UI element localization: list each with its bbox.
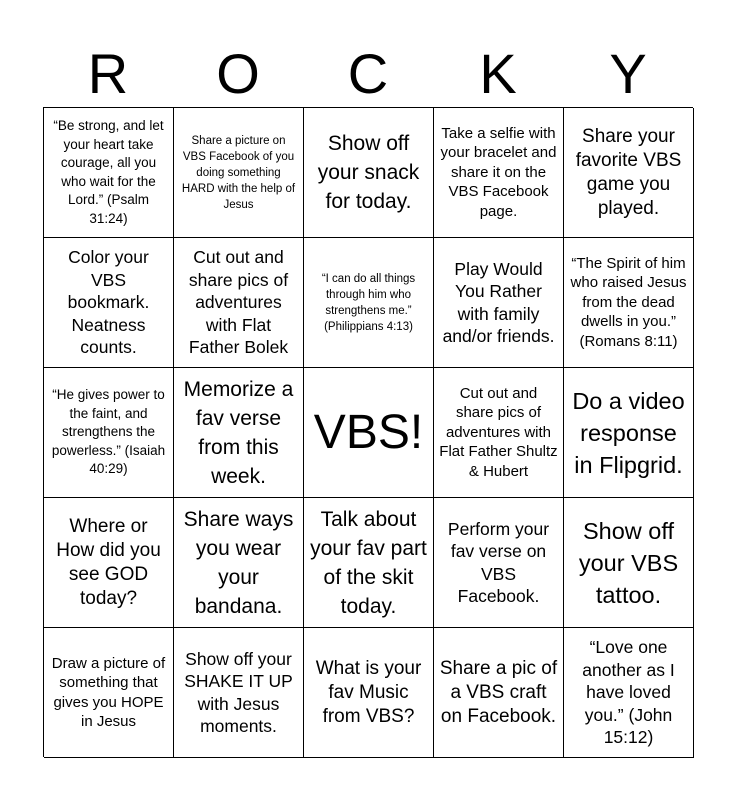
bingo-cell-r5c5 <box>564 628 694 758</box>
bingo-cell-free-space <box>304 368 434 498</box>
bingo-cell-r1c4 <box>434 108 564 238</box>
bingo-cell-r3c2 <box>174 368 304 498</box>
bingo-cell-text: Show off your SHAKE IT UP with Jesus moments. <box>184 648 293 736</box>
bingo-cell-text: “He gives power to the faint, and strengthens the powerless.” (Isaiah 40:29) <box>51 387 166 477</box>
header-letter-c: C <box>347 42 389 105</box>
bingo-cell-text: Color your VBS bookmark. Neatness counts. <box>67 247 150 358</box>
bingo-cell-r5c4 <box>434 628 564 758</box>
bingo-cell-r4c4 <box>434 498 564 628</box>
bingo-cell-text: “Be strong, and let your heart take courage, all you who wait for the Lord.” (Psalm 31:24) <box>53 118 164 226</box>
bingo-cell-text: Take a selfie with your bracelet and share it on the VBS Facebook page. <box>440 124 557 220</box>
bingo-cell-text: Where or How did you see GOD today? <box>56 515 161 609</box>
bingo-cell-text: Share ways you wear your bandana. <box>183 507 294 618</box>
bingo-header <box>43 40 693 108</box>
bingo-cell-text: Share a pic of a VBS craft on Facebook. <box>439 657 558 727</box>
bingo-cell-text: Share your favorite VBS game you played. <box>575 125 682 219</box>
bingo-cell-r5c3 <box>304 628 434 758</box>
bingo-cell-text: VBS! <box>313 405 424 459</box>
bingo-cell-text: Show off your snack for today. <box>317 132 420 213</box>
bingo-grid <box>43 107 693 757</box>
bingo-cell-r2c3 <box>304 238 434 368</box>
bingo-cell-text: Do a video response in Flipgrid. <box>572 387 685 478</box>
bingo-cell-r1c1 <box>44 108 174 238</box>
header-letter-k: K <box>479 42 517 105</box>
bingo-cell-r1c3 <box>304 108 434 238</box>
bingo-cell-text: “I can do all things through him who strengthens me.” (Philippians 4:13) <box>321 272 416 333</box>
bingo-cell-text: Talk about your fav part of the skit today. <box>310 507 427 618</box>
bingo-cell-r3c1 <box>44 368 174 498</box>
bingo-cell-text: “Love one another as I have loved you.” (John 15:12) <box>582 637 675 748</box>
bingo-cell-text: Play Would You Rather with family and/or friends. <box>442 258 555 346</box>
bingo-cell-text: Cut out and share pics of adventures with Flat Father Shultz & Hubert <box>439 384 558 480</box>
bingo-cell-r4c2 <box>174 498 304 628</box>
bingo-cell-r4c5 <box>564 498 694 628</box>
bingo-cell-text: Cut out and share pics of adventures with Flat Father Bolek <box>188 247 289 358</box>
bingo-cell-text: Draw a picture of something that gives you HOPE in Jesus <box>51 654 166 730</box>
bingo-cell-r4c3 <box>304 498 434 628</box>
bingo-cell-text: Show off your VBS tattoo. <box>578 517 679 608</box>
bingo-cell-text: “The Spirit of him who raised Jesus from the dead dwells in you.” (Romans 8:11) <box>570 254 687 350</box>
bingo-cell-r5c1 <box>44 628 174 758</box>
bingo-cell-r5c2 <box>174 628 304 758</box>
bingo-cell-r2c4 <box>434 238 564 368</box>
bingo-cell-r1c2 <box>174 108 304 238</box>
header-letter-r: R <box>87 42 129 105</box>
bingo-cell-r3c5 <box>564 368 694 498</box>
bingo-cell-r2c1 <box>44 238 174 368</box>
bingo-cell-text: Perform your fav verse on VBS Facebook. <box>447 518 550 606</box>
bingo-cell-r4c1 <box>44 498 174 628</box>
header-letter-y: Y <box>609 42 647 105</box>
bingo-cell-text: What is your fav Music from VBS? <box>315 657 422 727</box>
bingo-cell-text: Memorize a fav verse from this week. <box>183 377 294 488</box>
bingo-cell-r1c5 <box>564 108 694 238</box>
bingo-cell-r2c2 <box>174 238 304 368</box>
header-letter-o: O <box>216 42 260 105</box>
bingo-cell-text: Share a picture on VBS Facebook of you doing something HARD with the help of Jesus <box>181 134 296 211</box>
bingo-cell-r2c5 <box>564 238 694 368</box>
bingo-cell-r3c4 <box>434 368 564 498</box>
